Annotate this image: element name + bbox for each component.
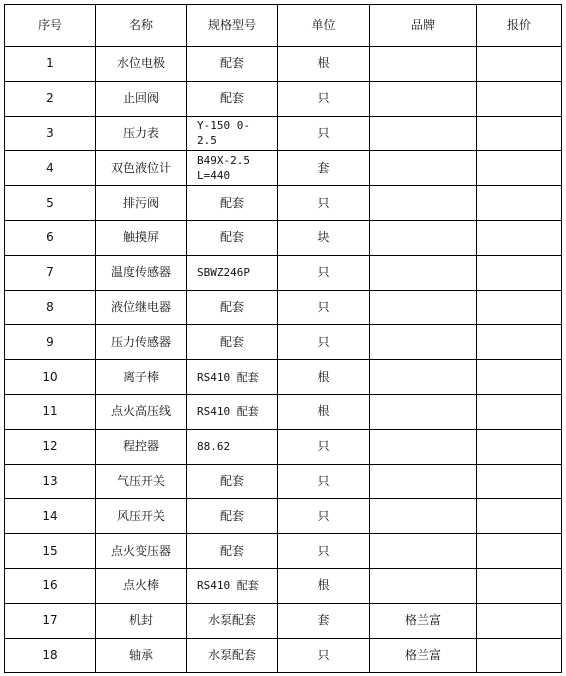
table-row (5, 429, 562, 464)
cell-brand (370, 290, 477, 325)
header-index: 序号 (5, 5, 96, 47)
table-row (5, 360, 562, 395)
table-row (5, 220, 562, 255)
cell-index: 1 (5, 47, 96, 82)
cell-name: 点火高压线 (96, 394, 187, 429)
cell-unit: 根 (278, 360, 370, 395)
cell-brand (370, 534, 477, 569)
parts-quote-table (4, 4, 562, 673)
cell-unit: 只 (278, 464, 370, 499)
spec-text: 配套 (219, 473, 244, 488)
table-row (5, 603, 562, 638)
spec-text: RS410 配套 (197, 405, 259, 419)
cell-spec (187, 394, 278, 429)
spec-text: 配套 (219, 56, 244, 71)
cell-unit: 只 (278, 186, 370, 221)
cell-price (477, 290, 562, 325)
cell-name: 轴承 (96, 638, 187, 673)
header-price: 报价 (477, 5, 562, 47)
cell-index: 9 (5, 325, 96, 360)
table-row (5, 186, 562, 221)
spec-text: 配套 (219, 195, 244, 210)
cell-name: 点火棒 (96, 568, 187, 603)
cell-name: 气压开关 (96, 464, 187, 499)
cell-spec (187, 81, 278, 116)
cell-index: 16 (5, 568, 96, 603)
cell-price (477, 47, 562, 82)
cell-spec (187, 255, 278, 290)
spec-text: 水泵配套 (207, 647, 256, 662)
cell-price (477, 186, 562, 221)
cell-unit: 只 (278, 325, 370, 360)
table-body (5, 47, 562, 673)
cell-price (477, 429, 562, 464)
cell-name: 温度传感器 (96, 255, 187, 290)
table-row (5, 255, 562, 290)
spec-text: 配套 (219, 543, 244, 558)
spec-text: B49X-2.5 L=440 (197, 154, 250, 183)
cell-price (477, 568, 562, 603)
table-row (5, 499, 562, 534)
table-row (5, 81, 562, 116)
cell-name: 程控器 (96, 429, 187, 464)
cell-spec (187, 429, 278, 464)
cell-index: 12 (5, 429, 96, 464)
spec-text: RS410 配套 (197, 579, 259, 593)
cell-price (477, 534, 562, 569)
table-row (5, 47, 562, 82)
cell-price (477, 81, 562, 116)
cell-index: 3 (5, 116, 96, 151)
cell-name: 止回阀 (96, 81, 187, 116)
cell-name: 液位继电器 (96, 290, 187, 325)
cell-index: 15 (5, 534, 96, 569)
cell-spec (187, 325, 278, 360)
cell-price (477, 325, 562, 360)
spec-text: RS410 配套 (197, 370, 259, 384)
cell-brand (370, 151, 477, 186)
table-row (5, 325, 562, 360)
cell-unit: 根 (278, 568, 370, 603)
cell-unit: 根 (278, 394, 370, 429)
cell-spec (187, 290, 278, 325)
cell-price (477, 360, 562, 395)
cell-price (477, 603, 562, 638)
cell-brand (370, 220, 477, 255)
cell-price (477, 638, 562, 673)
cell-spec (187, 186, 278, 221)
cell-price (477, 499, 562, 534)
spec-text: 配套 (219, 334, 244, 349)
cell-unit: 只 (278, 429, 370, 464)
header-row (5, 5, 562, 47)
spec-text: 配套 (219, 91, 244, 106)
cell-brand (370, 499, 477, 534)
cell-unit: 只 (278, 81, 370, 116)
cell-spec (187, 534, 278, 569)
table-row (5, 638, 562, 673)
cell-unit: 只 (278, 534, 370, 569)
cell-price (477, 394, 562, 429)
cell-brand (370, 394, 477, 429)
spec-text: 配套 (219, 230, 244, 245)
cell-unit: 套 (278, 151, 370, 186)
cell-index: 10 (5, 360, 96, 395)
cell-name: 机封 (96, 603, 187, 638)
cell-price (477, 255, 562, 290)
cell-name: 离子棒 (96, 360, 187, 395)
cell-brand (370, 47, 477, 82)
spec-text: SBWZ246P (197, 266, 250, 280)
cell-spec (187, 220, 278, 255)
cell-name: 压力传感器 (96, 325, 187, 360)
cell-name: 点火变压器 (96, 534, 187, 569)
cell-brand (370, 255, 477, 290)
cell-unit: 根 (278, 47, 370, 82)
cell-brand: 格兰富 (370, 603, 477, 638)
cell-brand (370, 429, 477, 464)
spec-text: 配套 (219, 299, 244, 314)
cell-brand (370, 325, 477, 360)
cell-index: 8 (5, 290, 96, 325)
cell-unit: 只 (278, 116, 370, 151)
cell-price (477, 220, 562, 255)
cell-index: 7 (5, 255, 96, 290)
table-row (5, 534, 562, 569)
cell-brand (370, 116, 477, 151)
table-row (5, 290, 562, 325)
cell-price (477, 116, 562, 151)
table-row (5, 464, 562, 499)
cell-spec (187, 499, 278, 534)
header-spec: 规格型号 (187, 5, 278, 47)
cell-spec (187, 464, 278, 499)
cell-index: 14 (5, 499, 96, 534)
cell-price (477, 151, 562, 186)
cell-index: 18 (5, 638, 96, 673)
table-row (5, 151, 562, 186)
cell-unit: 套 (278, 603, 370, 638)
cell-index: 2 (5, 81, 96, 116)
cell-price (477, 464, 562, 499)
header-brand: 品牌 (370, 5, 477, 47)
cell-index: 6 (5, 220, 96, 255)
cell-unit: 只 (278, 290, 370, 325)
table-row (5, 116, 562, 151)
cell-name: 排污阀 (96, 186, 187, 221)
cell-name: 双色液位计 (96, 151, 187, 186)
cell-unit: 块 (278, 220, 370, 255)
cell-index: 11 (5, 394, 96, 429)
cell-unit: 只 (278, 499, 370, 534)
cell-index: 17 (5, 603, 96, 638)
header-name: 名称 (96, 5, 187, 47)
cell-name: 压力表 (96, 116, 187, 151)
cell-brand (370, 360, 477, 395)
table-row (5, 394, 562, 429)
spec-text: 配套 (219, 508, 244, 523)
table-row (5, 568, 562, 603)
cell-name: 风压开关 (96, 499, 187, 534)
cell-name: 水位电极 (96, 47, 187, 82)
cell-brand (370, 186, 477, 221)
cell-spec (187, 568, 278, 603)
spec-text: 88.62 (197, 440, 231, 454)
cell-name: 触摸屏 (96, 220, 187, 255)
cell-spec (187, 47, 278, 82)
cell-unit: 只 (278, 255, 370, 290)
cell-spec (187, 116, 278, 151)
cell-brand (370, 464, 477, 499)
cell-spec (187, 638, 278, 673)
spec-text: Y-150 0-2.5 (197, 119, 250, 148)
cell-brand: 格兰富 (370, 638, 477, 673)
cell-brand (370, 568, 477, 603)
cell-index: 5 (5, 186, 96, 221)
cell-unit: 只 (278, 638, 370, 673)
cell-spec (187, 360, 278, 395)
cell-brand (370, 81, 477, 116)
cell-spec (187, 151, 278, 186)
cell-index: 4 (5, 151, 96, 186)
cell-spec (187, 603, 278, 638)
spec-text: 水泵配套 (207, 613, 256, 628)
header-unit: 单位 (278, 5, 370, 47)
cell-index: 13 (5, 464, 96, 499)
